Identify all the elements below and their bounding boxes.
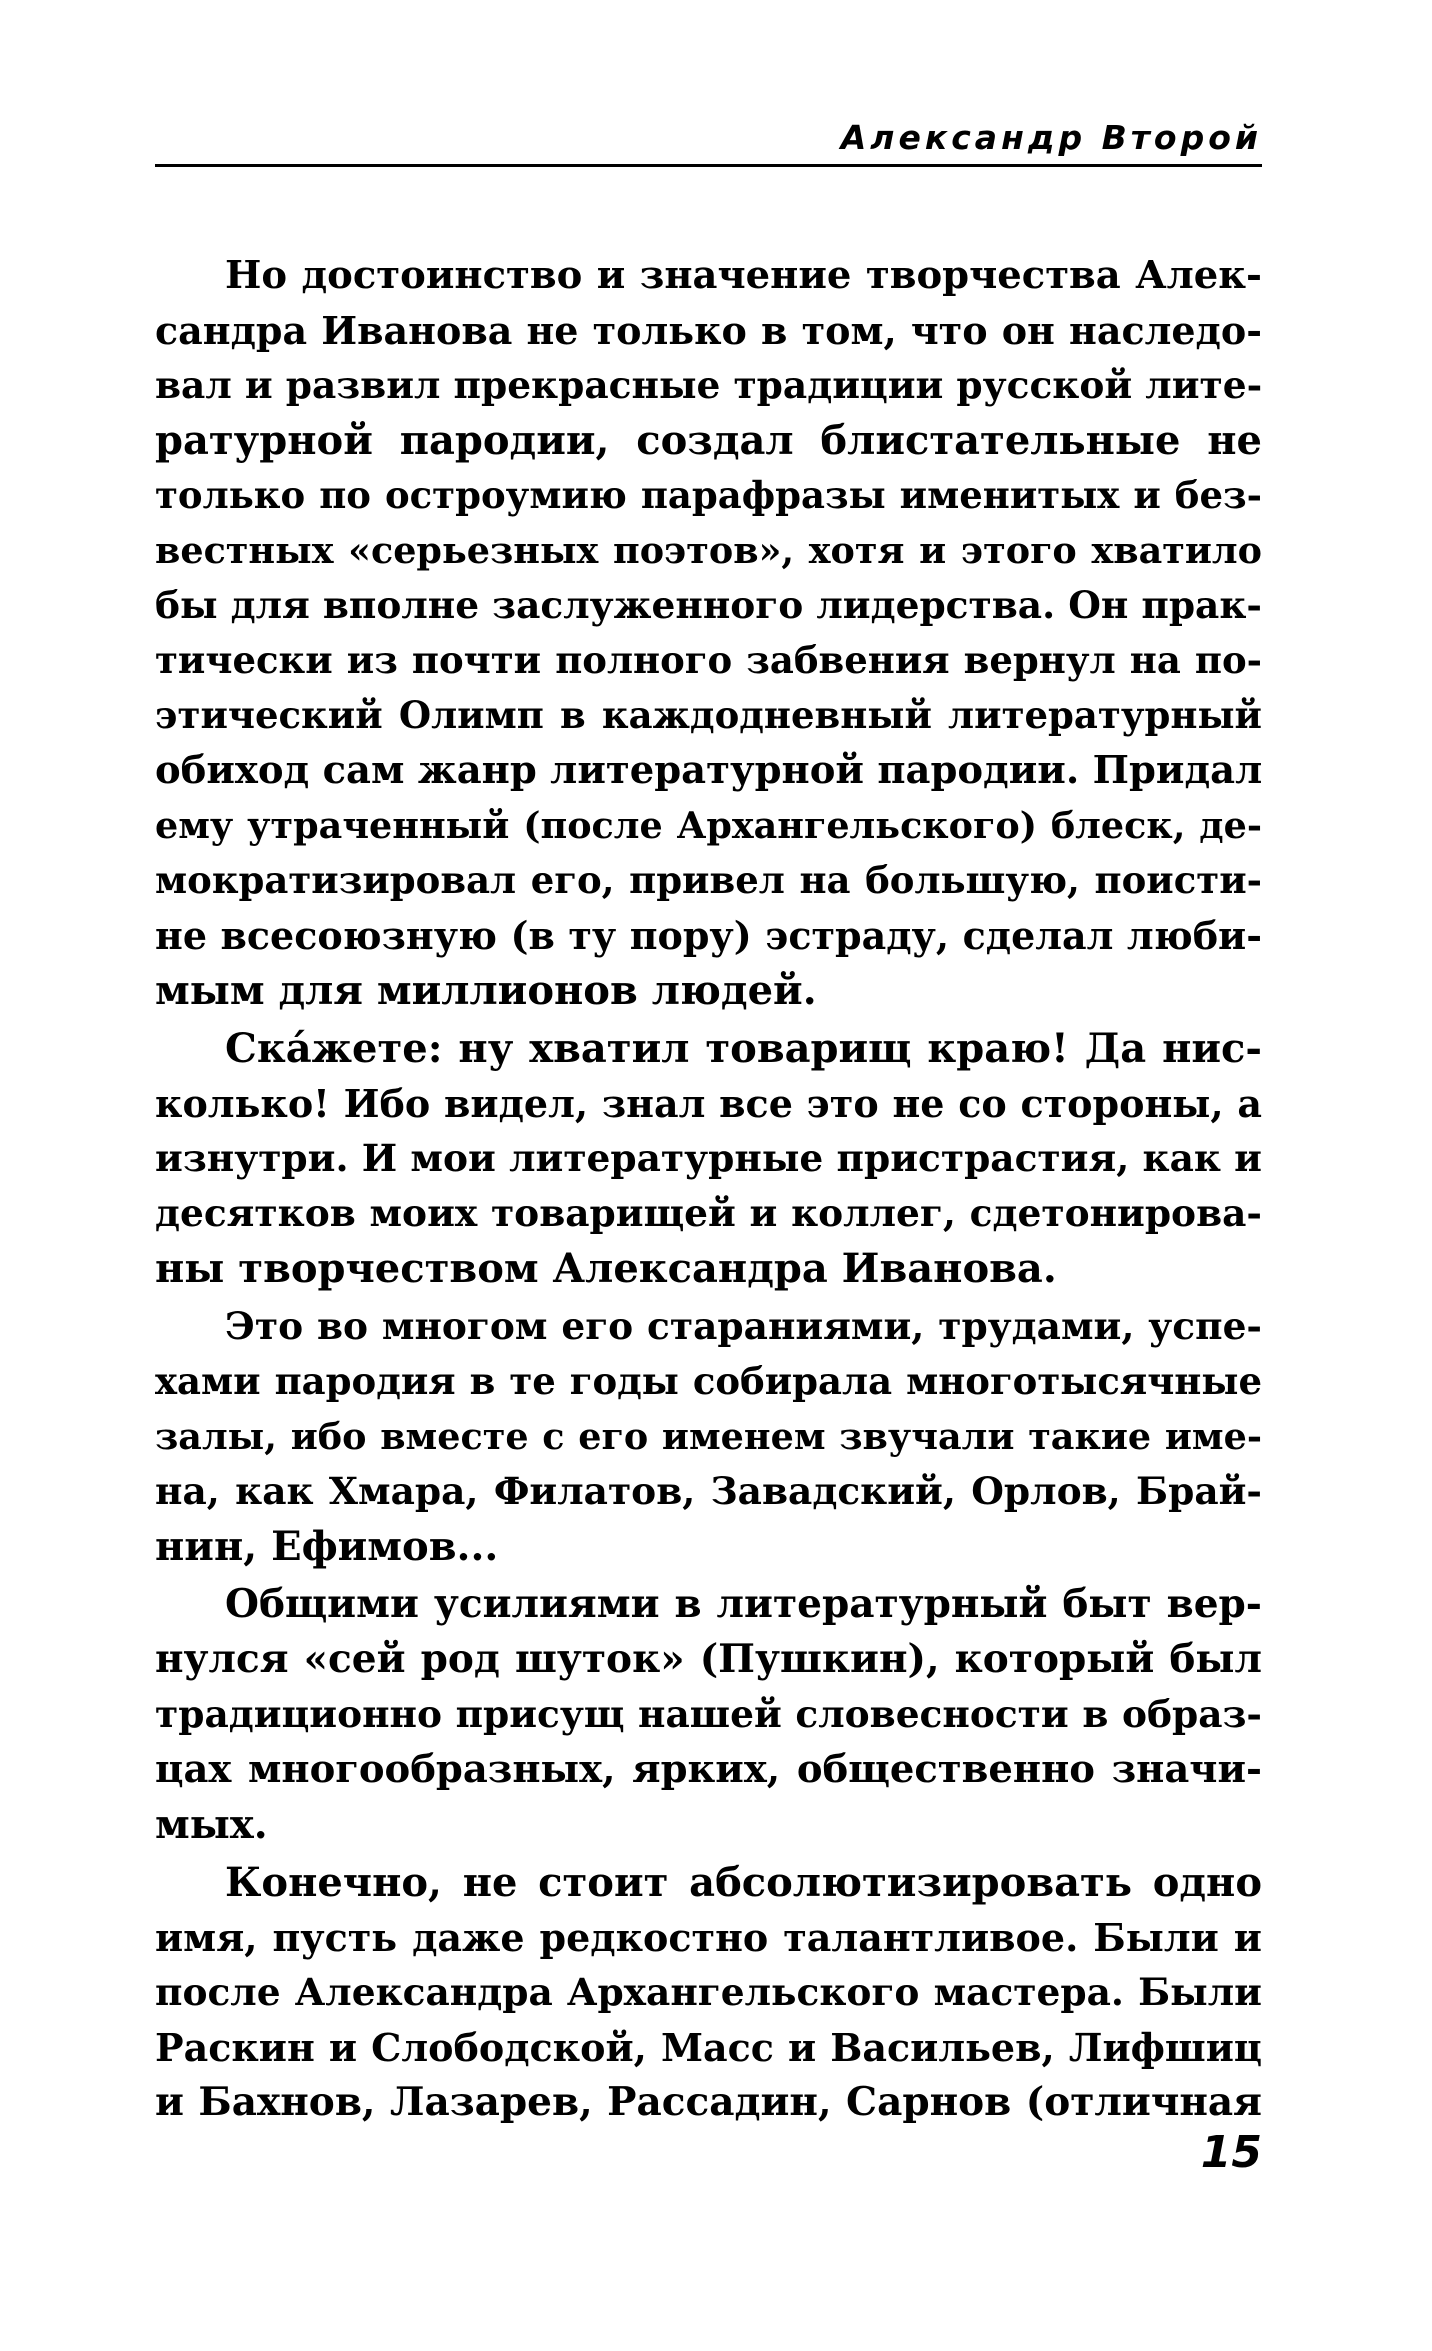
text-line: цах многообразных, ярких, общественно значи-: [155, 1747, 1262, 1792]
text-line: тически из почти полного забвения вернул на по-: [155, 638, 1262, 682]
text-line: не всесоюзную (в ту пору) эстраду, сделал люби-: [155, 913, 1262, 958]
text-line: после Александра Архангельского мастера. Были: [155, 1970, 1262, 2014]
page-number: 15: [1200, 2127, 1262, 2178]
paragraph-1: [155, 248, 1262, 1018]
text-line: только по остроумию парафразы именитых и без-: [155, 473, 1262, 517]
text-line: ны творчеством Александра Иванова.: [155, 1245, 1057, 1292]
text-line: ратурной пародии, создал блистательные не: [155, 417, 1262, 464]
text-line: обиход сам жанр литературной пародии. Придал: [155, 748, 1263, 793]
text-line: колько! Ибо видел, знал все это не со стороны, а: [155, 1081, 1262, 1126]
body-text: [155, 248, 1262, 2130]
text-line: вестных «серьезных поэтов», хотя и этого хватило: [155, 529, 1262, 572]
text-line: изнутри. И мои литературные пристрастия, как и: [155, 1136, 1262, 1180]
text-line: Раскин и Слободской, Масс и Васильев, Лифшиц: [155, 2025, 1262, 2070]
header-rule: [155, 164, 1262, 167]
text-line: имя, пусть даже редкостно талантливое. Были и: [155, 1915, 1262, 1960]
paragraph-2: [155, 1021, 1262, 1296]
text-line: Общими усилиями в литературный быт вер-: [225, 1581, 1262, 1627]
text-line: мых.: [155, 1801, 268, 1848]
paragraph-5: [155, 1855, 1262, 2130]
text-line: Но достоинство и значение творчества Алек-: [225, 253, 1262, 298]
text-line: десятков моих товарищей и коллег, сдетонирова-: [155, 1191, 1262, 1235]
text-line: нин, Ефимов...: [155, 1523, 499, 1570]
text-line: вал и развил прекрасные традиции русской лите-: [155, 363, 1263, 407]
text-line: этический Олимп в каждодневный литературный: [155, 693, 1262, 737]
text-line: Это во многом его стараниями, трудами, успе-: [225, 1304, 1262, 1348]
text-line: Скáжете: ну хватил товарищ краю! Да нис-: [225, 1025, 1262, 1072]
paragraph-4: [155, 1577, 1262, 1852]
text-line: бы для вполне заслуженного лидерства. Он прак-: [155, 583, 1263, 627]
text-line: и Бахнов, Лазарев, Рассадин, Сарнов (отличная: [155, 2079, 1262, 2125]
running-header: Александр Второй: [840, 118, 1262, 157]
text-line: на, как Хмара, Филатов, Завадский, Орлов, Брай-: [155, 1469, 1262, 1513]
paragraph-3: [155, 1299, 1262, 1574]
text-line: ему утраченный (после Архангельского) блеск, де-: [155, 804, 1262, 847]
text-line: сандра Иванова не только в том, что он наследо-: [155, 308, 1262, 353]
text-line: хами пародия в те годы собирала многотысячные: [155, 1359, 1262, 1403]
text-line: мократизировал его, привел на большую, поисти-: [155, 858, 1262, 902]
text-line: традиционно присущ нашей словесности в образ-: [155, 1692, 1262, 1736]
text-line: Конечно, не стоит абсолютизировать одно: [225, 1859, 1262, 1906]
text-line: залы, ибо вместе с его именем звучали такие име-: [155, 1415, 1262, 1458]
text-line: нулся «сей род шуток» (Пушкин), который был: [155, 1636, 1262, 1682]
text-line: мым для миллионов людей.: [155, 967, 817, 1014]
